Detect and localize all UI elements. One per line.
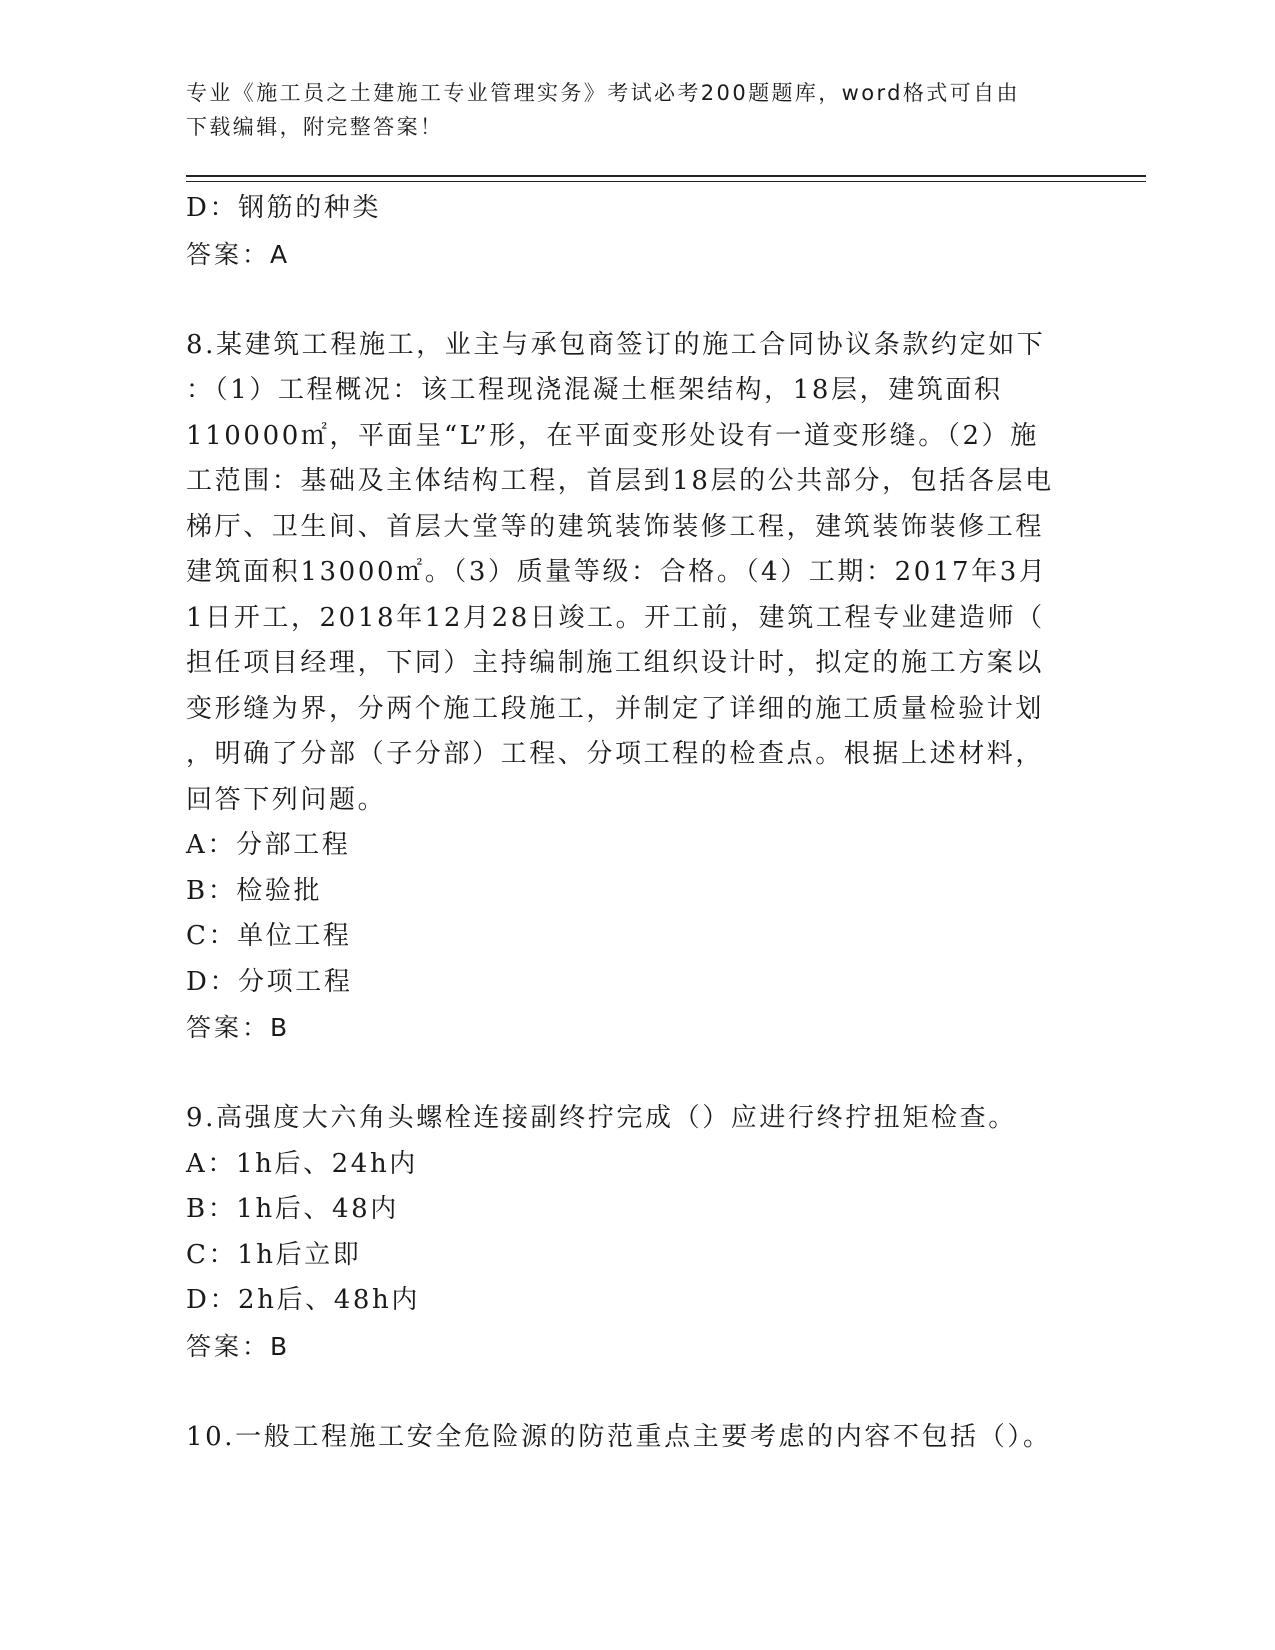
spacer (186, 1051, 1076, 1097)
question-9-option-a: A：1h后、24h内 (186, 1148, 418, 1179)
question-9-option-c: C：1h后立即 (186, 1239, 362, 1270)
document-body (186, 186, 1076, 1460)
question-8-option-c: C：单位工程 (186, 921, 352, 951)
question-9 (186, 1096, 1076, 1369)
question-8-option-d: D：分项工程 (186, 966, 353, 997)
header-divider-thin (186, 181, 1146, 182)
question-8-stem-line: 担任项目经理，下同）主持编制施工组织设计时，拟定的施工方案以 (186, 648, 1045, 678)
question-8-option-a: A：分部工程 (186, 830, 351, 860)
header-divider-thick (186, 175, 1146, 177)
question-8-stem-line: 回答下列问题。 (186, 784, 387, 815)
question-9-option-b: B：1h后、48内 (186, 1194, 399, 1224)
prev-question-option-d: D：钢筋的种类 (186, 193, 382, 223)
question-8-answer: 答案：B (186, 1013, 291, 1042)
question-8-stem-line: 梯厅、卫生间、首层大堂等的建筑装饰装修工程，建筑装饰装修工程 (186, 511, 1045, 542)
question-10 (186, 1415, 1076, 1461)
prev-question-answer: 答案：A (186, 239, 291, 269)
question-9-answer: 答案：B (186, 1331, 291, 1361)
spacer (186, 277, 1076, 323)
question-8-stem-line: 8.某建筑工程施工，业主与承包商签订的施工合同协议条款约定如下 (186, 329, 1046, 360)
spacer (186, 1369, 1076, 1415)
question-8-stem-line: 1日开工，2018年12月28日竣工。开工前，建筑工程专业建造师（ (186, 602, 1045, 633)
question-8 (186, 323, 1076, 1051)
question-9-option-d: D：2h后、48h内 (186, 1285, 420, 1315)
question-9-stem: 9.高强度大六角头螺栓连接副终拧完成（）应进行终拧扭矩检查。 (186, 1103, 1017, 1133)
question-8-stem-line: 110000㎡，平面呈“L”形，在平面变形处设有一道变形缝。（2）施 (186, 420, 1039, 451)
question-8-stem-line: ：（1）工程概况：该工程现浇混凝土框架结构，18层，建筑面积 (186, 375, 1003, 405)
question-8-option-b: B：检验批 (186, 875, 323, 906)
question-8-stem-line: 建筑面积13000㎡。（3）质量等级：合格。（4）工期：2017年3月 (186, 557, 1048, 587)
question-10-stem: 10.一般工程施工安全危险源的防范重点主要考虑的内容不包括（）。 (186, 1421, 1052, 1452)
question-8-stem-line: 变形缝为界，分两个施工段施工，并制定了详细的施工质量检验计划 (186, 693, 1045, 724)
document-header (186, 76, 1066, 144)
header-line-1: 专业《施工员之土建施工专业管理实务》考试必考200题题库，word格式可自由 (186, 81, 1020, 105)
question-8-stem-line: ，明确了分部（子分部）工程、分项工程的检查点。根据上述材料， (186, 739, 1045, 769)
header-line-2: 下载编辑，附完整答案！ (186, 115, 444, 139)
question-8-stem-line: 工范围：基础及主体结构工程，首层到18层的公共部分，包括各层电 (186, 466, 1054, 496)
